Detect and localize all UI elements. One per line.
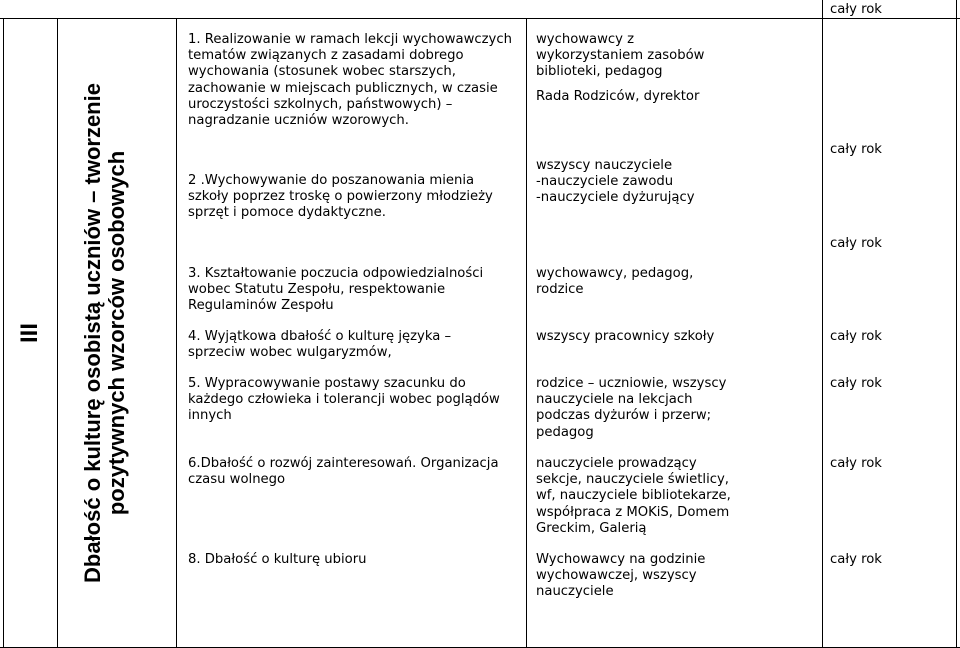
responsible-line: Greckim, Galerią xyxy=(536,520,647,536)
responsible-cell xyxy=(536,552,705,601)
task-cell xyxy=(188,376,500,425)
task-line: szkoły poprzez troskę o powierzony młodzieży xyxy=(188,189,493,205)
task-line: zachowanie w miejscach publicznych, w czasie xyxy=(188,80,498,96)
task-line: sprzęt i pomoce dydaktyczne. xyxy=(188,205,386,221)
responsible-line: -nauczyciele zawodu xyxy=(536,174,674,190)
task-cell xyxy=(188,173,493,222)
task-line: Regulaminów Zespołu xyxy=(188,298,334,314)
responsible-line: współpraca z MOKiS, Domem xyxy=(536,504,730,520)
responsible-cell xyxy=(536,266,693,298)
section-title-line: pozytywnych wzorców osobowych xyxy=(104,150,129,516)
task-cell xyxy=(188,552,367,568)
task-line: czasu wolnego xyxy=(188,472,286,488)
responsible-line: Rada Rodziców, dyrektor xyxy=(536,88,700,104)
task-line: wobec Statutu Zespołu, respektowanie xyxy=(188,282,446,298)
task-cell xyxy=(188,456,499,488)
responsible-cell xyxy=(536,32,704,105)
task-line: uroczystości szkolnych, państwowych) – xyxy=(188,96,453,112)
task-line: innych xyxy=(188,408,232,424)
task-line: 4. Wyjątkowa dbałość o kulturę języka – xyxy=(188,329,452,344)
task-line: 2 .Wychowywanie do poszanowania mienia xyxy=(188,173,475,188)
when-cell: cały rok xyxy=(830,329,882,344)
responsible-line: biblioteki, pedagog xyxy=(536,64,663,80)
task-cell xyxy=(188,266,483,315)
task-cell xyxy=(188,32,512,129)
task-line: 5. Wypracowywanie postawy szacunku do xyxy=(188,376,466,391)
when-cell: cały rok xyxy=(830,376,882,391)
section-title xyxy=(81,33,153,633)
task-line: nagradzanie uczniów wzorowych. xyxy=(188,113,409,129)
responsible-line: podczas dyżurów i przerw; xyxy=(536,408,712,424)
responsible-line: Wychowawcy na godzinie xyxy=(536,552,706,567)
task-line: 6.Dbałość o rozwój zainteresowań. Organizacja xyxy=(188,456,499,471)
responsible-line: wychowawcy, pedagog, xyxy=(536,266,694,281)
responsible-cell xyxy=(536,329,714,345)
when-cell: cały rok xyxy=(830,456,882,471)
responsible-line: wszyscy pracownicy szkoły xyxy=(536,329,715,344)
responsible-cell xyxy=(536,456,731,537)
table-right-border xyxy=(956,0,957,648)
task-line: 1. Realizowanie w ramach lekcji wychowawczych xyxy=(188,32,512,47)
responsible-cell xyxy=(536,158,695,207)
responsible-line: pedagog xyxy=(536,424,594,440)
when-cell-top: cały rok xyxy=(830,2,882,17)
responsible-line: wf, nauczyciele bibliotekarze, xyxy=(536,488,731,504)
responsible-line: -nauczyciele dyżurujący xyxy=(536,190,695,206)
responsible-line: wszyscy nauczyciele xyxy=(536,158,673,173)
responsible-line: wychowawcy z xyxy=(536,32,635,47)
responsible-line: nauczyciele na lekcjach xyxy=(536,392,693,408)
task-line: sprzeciw wobec wulgaryzmów, xyxy=(188,345,392,361)
section-number: III xyxy=(16,323,43,344)
task-line: każdego człowieka i tolerancji wobec poglądów xyxy=(188,392,500,408)
responsible-line: nauczyciele xyxy=(536,584,614,600)
responsible-line: sekcje, nauczyciele świetlicy, xyxy=(536,472,729,488)
task-line: 3. Kształtowanie poczucia odpowiedzialności xyxy=(188,266,484,281)
responsible-line: rodzice xyxy=(536,282,584,298)
when-cell: cały rok xyxy=(830,236,882,251)
column-divider xyxy=(822,0,823,648)
column-divider xyxy=(526,18,527,648)
section-title-cell xyxy=(57,18,176,648)
task-line: tematów związanych z zasadami dobrego xyxy=(188,48,464,64)
section-title-line: Dbałość o kulturę osobistą uczniów – tworzenie xyxy=(80,83,105,583)
section-number-cell xyxy=(3,18,57,648)
responsible-line xyxy=(536,81,704,89)
task-cell xyxy=(188,329,451,361)
when-cell: cały rok xyxy=(830,142,882,157)
responsible-line: rodzice – uczniowie, wszyscy xyxy=(536,376,727,391)
responsible-line: wychowawczej, wszyscy xyxy=(536,568,697,584)
column-divider xyxy=(176,18,177,648)
responsible-cell xyxy=(536,376,726,441)
responsible-line: wykorzystaniem zasobów xyxy=(536,48,705,64)
task-line: 8. Dbałość o kulturę ubioru xyxy=(188,552,367,567)
task-line: wychowania (stosunek wobec starszych, xyxy=(188,64,456,80)
when-cell: cały rok xyxy=(830,552,882,567)
responsible-line: nauczyciele prowadzący xyxy=(536,456,697,471)
